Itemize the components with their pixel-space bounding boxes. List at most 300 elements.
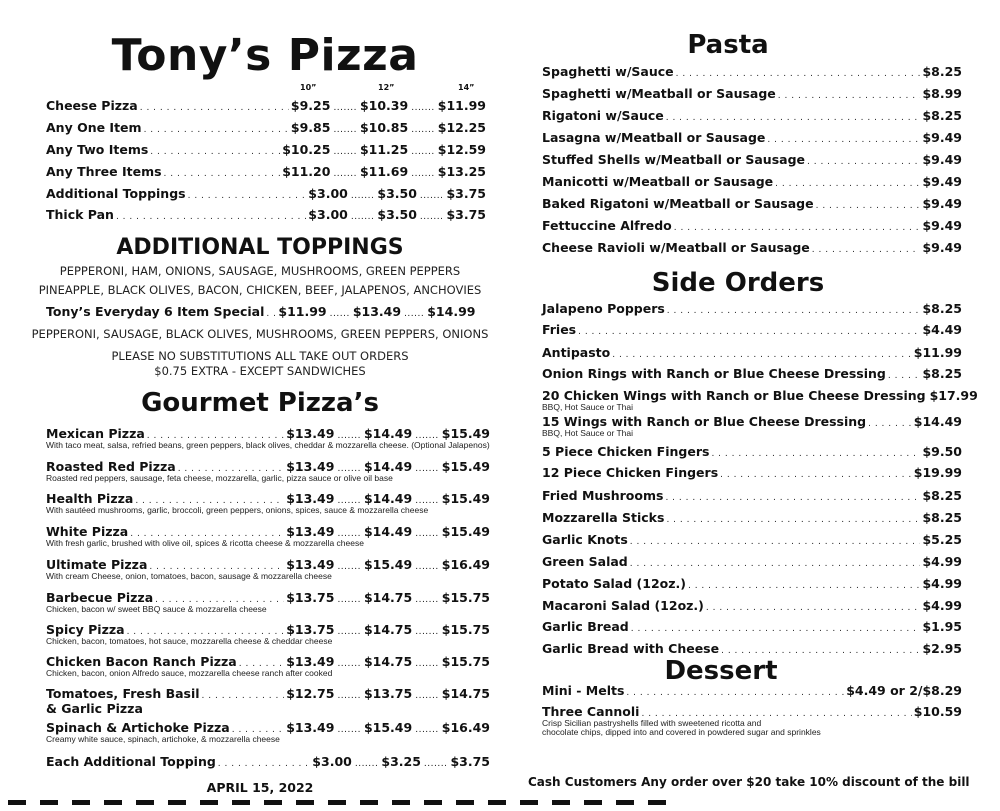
side-item-name: Fries (542, 322, 577, 337)
pasta-item-row (542, 218, 962, 233)
special-price-12: $13.49 (352, 304, 402, 319)
pasta-item-price: $8.99 (922, 86, 962, 101)
gourmet-item (46, 720, 490, 744)
side-item-name: 20 Chicken Wings with Ranch or Blue Cheese Dressing (542, 388, 926, 403)
price-12: $14.49 (363, 426, 413, 441)
gourmet-price-row (46, 720, 490, 735)
price-10: $12.75 (286, 686, 335, 701)
side-item (542, 532, 962, 547)
dot-leader (135, 491, 284, 506)
dot-leader: ....... (333, 169, 357, 179)
side-item (542, 510, 962, 525)
dot-leader (140, 98, 289, 113)
price-10: $3.00 (308, 186, 348, 201)
side-item (542, 488, 962, 503)
side-item-row (542, 619, 962, 634)
price-14: $16.49 (441, 720, 490, 735)
side-item-name: Fried Mushrooms (542, 488, 664, 503)
dot-leader: ....... (411, 147, 435, 157)
pizza-row (46, 207, 486, 222)
side-item-row (542, 488, 962, 503)
pasta-item-name: Baked Rigatoni w/Meatball or Sausage (542, 196, 814, 211)
dot-leader: ....... (415, 529, 439, 539)
side-item-row (542, 532, 962, 547)
page-edge-dashes (0, 800, 720, 808)
pasta-heading: Pasta (687, 30, 769, 60)
side-item-row (542, 598, 962, 613)
dessert-item-name: Three Cannoli (542, 704, 640, 719)
gourmet-item (46, 524, 490, 548)
side-item-name: Mozzarella Sticks (542, 510, 665, 525)
pasta-item-name: Fettuccine Alfredo (542, 218, 672, 233)
special-name: Tony’s Everyday 6 Item Special (46, 304, 265, 319)
dot-leader: ....... (415, 496, 439, 506)
side-item-row (542, 414, 962, 429)
pizza-name: Cheese Pizza (46, 98, 138, 113)
dot-leader (188, 186, 307, 201)
pasta-item-row (542, 240, 962, 255)
pizza-name: Any One Item (46, 120, 142, 135)
side-item-price: $11.99 (913, 345, 962, 360)
side-item-name: Onion Rings with Ranch or Blue Cheese Dressing (542, 366, 886, 381)
price-12: $14.49 (363, 459, 413, 474)
price-14: $14.75 (441, 686, 490, 701)
side-item-price: $19.99 (913, 465, 962, 480)
gourmet-price-row (46, 557, 490, 572)
dot-leader (868, 414, 912, 429)
price-10: $13.75 (286, 622, 335, 637)
dot-leader: ....... (423, 759, 448, 769)
notice-line-2: $0.75 EXTRA - EXCEPT SANDWICHES (154, 364, 366, 378)
side-item (542, 576, 962, 591)
dot-leader: ....... (415, 659, 439, 669)
price-10: $13.49 (286, 557, 335, 572)
price-14: $3.75 (446, 207, 486, 222)
pasta-item-price: $9.49 (922, 240, 962, 255)
side-item-price: $2.95 (922, 641, 962, 656)
dot-leader: ....... (415, 691, 439, 701)
special-row (46, 304, 486, 319)
price-14: $15.75 (441, 622, 490, 637)
restaurant-title: Tony’s Pizza (111, 30, 419, 81)
dot-leader (767, 130, 920, 145)
pasta-item (542, 174, 962, 189)
dot-leader (630, 554, 921, 569)
side-item-row (542, 641, 962, 656)
gourmet-price-row (46, 491, 490, 506)
side-item-price: $8.25 (922, 301, 962, 316)
dot-leader (676, 64, 921, 79)
side-item-name: 15 Wings with Ranch or Blue Cheese Dressing (542, 414, 867, 429)
dot-leader (127, 622, 285, 637)
pasta-item-row (542, 108, 962, 123)
toppings-heading: ADDITIONAL TOPPINGS (116, 235, 404, 260)
price-10: $9.25 (290, 98, 331, 113)
gourmet-description: With cream Cheese, onion, tomatoes, bacon, sausage & mozzarella cheese (46, 571, 332, 581)
price-10: $13.49 (286, 426, 335, 441)
pasta-item-row (542, 86, 962, 101)
side-item (542, 641, 962, 656)
side-item-row (542, 465, 962, 480)
side-item-row (542, 322, 962, 337)
size-header-14: 14” (458, 83, 475, 92)
gourmet-name: Mexican Pizza (46, 426, 145, 441)
pizza-name: Any Three Items (46, 164, 162, 179)
gourmet-item (46, 459, 490, 483)
dot-leader (721, 641, 920, 656)
gourmet-item (46, 426, 490, 450)
dot-leader (631, 619, 921, 634)
price-14: $12.25 (437, 120, 486, 135)
pasta-item-price: $9.49 (922, 174, 962, 189)
dot-leader: ....... (415, 595, 439, 605)
side-item-row (542, 510, 962, 525)
price-12: $3.50 (377, 186, 417, 201)
gourmet-price-row (46, 590, 490, 605)
dot-leader (150, 142, 280, 157)
dot-leader: ....... (337, 627, 361, 637)
gourmet-item (46, 622, 490, 646)
side-item-name: Macaroni Salad (12oz.) (542, 598, 704, 613)
gourmet-description: With taco meat, salsa, refried beans, green peppers, black olives, cheddar & mozzarella cheese. (Optional Jalapenos) (46, 440, 490, 450)
side-item-row (542, 444, 962, 459)
price-14: $15.49 (441, 426, 490, 441)
pasta-item (542, 108, 962, 123)
dot-leader (641, 704, 911, 719)
price-14: $12.59 (437, 142, 486, 157)
side-item-price: $1.95 (922, 619, 962, 634)
gourmet-name: White Pizza (46, 524, 129, 539)
gourmet-item (46, 754, 490, 769)
price-12: $15.49 (363, 720, 413, 735)
gourmet-description: Chicken, bacon, onion Alfredo sauce, mozzarella cheese ranch after cooked (46, 668, 333, 678)
dot-leader (239, 654, 284, 669)
dot-leader (626, 683, 844, 698)
side-item (542, 465, 962, 480)
dot-leader (147, 426, 284, 441)
gourmet-description: Roasted red peppers, sausage, feta cheese, mozzarella, garlic, pizza sauce or olive oil base (46, 473, 393, 483)
gourmet-description: Chicken, bacon, tomatoes, hot sauce, mozzarella cheese & cheddar cheese (46, 636, 333, 646)
dot-leader (266, 304, 276, 319)
dot-leader: ....... (354, 759, 379, 769)
dot-leader (711, 444, 920, 459)
price-12: $14.75 (363, 622, 413, 637)
side-item-name: Green Salad (542, 554, 628, 569)
right-column (528, 0, 978, 811)
dot-leader: ...... (329, 309, 350, 319)
side-item-name: 12 Piece Chicken Fingers (542, 465, 719, 480)
price-10: $13.49 (286, 491, 335, 506)
dot-leader (155, 590, 284, 605)
gourmet-item (46, 686, 490, 716)
pasta-item (542, 152, 962, 167)
dot-leader (232, 720, 284, 735)
side-item-name: Garlic Bread with Cheese (542, 641, 720, 656)
price-12: $15.49 (363, 557, 413, 572)
pasta-item-name: Spaghetti w/Meatball or Sausage (542, 86, 776, 101)
dot-leader (812, 240, 921, 255)
pasta-item-price: $9.49 (922, 152, 962, 167)
dot-leader: ....... (415, 562, 439, 572)
dot-leader: ....... (415, 725, 439, 735)
gourmet-name: Barbecue Pizza (46, 590, 154, 605)
dot-leader: ....... (337, 431, 361, 441)
side-orders-heading: Side Orders (651, 268, 825, 298)
dessert-item (542, 683, 962, 698)
dot-leader: ....... (337, 562, 361, 572)
side-item (542, 554, 962, 569)
side-item-price: $17.99 (929, 388, 978, 403)
dot-leader: ....... (337, 529, 361, 539)
pasta-item (542, 130, 962, 145)
special-description: PEPPERONI, SAUSAGE, BLACK OLIVES, MUSHROOMS, GREEN PEPPERS, ONIONS (31, 327, 489, 341)
side-item (542, 598, 962, 613)
price-10: $13.75 (286, 590, 335, 605)
gourmet-name: Health Pizza (46, 491, 134, 506)
price-12: $14.49 (363, 524, 413, 539)
dot-leader (612, 345, 912, 360)
price-10: $13.49 (286, 524, 335, 539)
price-14: $11.99 (437, 98, 486, 113)
price-12: $14.75 (363, 590, 413, 605)
dot-leader (706, 598, 921, 613)
side-item-price: $4.49 (922, 322, 962, 337)
gourmet-price-row (46, 622, 490, 637)
pasta-item-row (542, 64, 962, 79)
gourmet-price-row (46, 654, 490, 669)
side-item-row (542, 576, 962, 591)
side-item-price: $14.49 (913, 414, 962, 429)
price-14: $3.75 (446, 186, 486, 201)
dessert-item-description-line-2: chocolate chips, dipped into and covered in powdered sugar and sprinkles (542, 727, 821, 737)
price-12: $14.49 (363, 491, 413, 506)
side-item-row (542, 388, 978, 403)
pizza-name: Thick Pan (46, 207, 114, 222)
gourmet-name: Ultimate Pizza (46, 557, 148, 572)
side-item-name: Potato Salad (12oz.) (542, 576, 686, 591)
pasta-item-row (542, 130, 962, 145)
dot-leader: ....... (350, 191, 375, 201)
gourmet-name: Tomatoes, Fresh Basil (46, 686, 200, 701)
price-12: $3.50 (377, 207, 417, 222)
dot-leader (667, 301, 921, 316)
gourmet-item (46, 654, 490, 678)
pasta-item (542, 64, 962, 79)
dot-leader: ....... (411, 169, 435, 179)
dot-leader: ....... (333, 103, 357, 113)
gourmet-price-row (46, 459, 490, 474)
side-item-row (542, 345, 962, 360)
dot-leader (674, 218, 921, 233)
size-header-12: 12” (378, 83, 395, 92)
pasta-item-name: Cheese Ravioli w/Meatball or Sausage (542, 240, 810, 255)
price-12: $10.39 (359, 98, 409, 113)
gourmet-description: Chicken, bacon w/ sweet BBQ sauce & mozzarella cheese (46, 604, 267, 614)
side-item-price: $4.99 (922, 576, 962, 591)
side-item-price: $9.50 (922, 444, 962, 459)
dot-leader: ....... (333, 147, 357, 157)
dot-leader (720, 465, 912, 480)
left-column (30, 0, 500, 811)
gourmet-item (46, 557, 490, 581)
side-item-name: 5 Piece Chicken Fingers (542, 444, 710, 459)
dot-leader (178, 459, 285, 474)
dot-leader (578, 322, 920, 337)
dot-leader (775, 174, 920, 189)
side-item (542, 322, 962, 337)
toppings-line-2: PINEAPPLE, BLACK OLIVES, BACON, CHICKEN, BEEF, JALAPENOS, ANCHOVIES (38, 283, 482, 297)
pasta-item-name: Manicotti w/Meatball or Sausage (542, 174, 774, 189)
toppings-line-1: PEPPERONI, HAM, ONIONS, SAUSAGE, MUSHROOMS, GREEN PEPPERS (59, 264, 461, 278)
gourmet-name: Spicy Pizza (46, 622, 125, 637)
price-14: $15.49 (441, 524, 490, 539)
pizza-name: Any Two Items (46, 142, 149, 157)
price-14: $13.25 (437, 164, 486, 179)
side-item-description: BBQ, Hot Sauce or Thai (542, 428, 634, 438)
dot-leader (666, 108, 921, 123)
side-item-price: $8.25 (922, 510, 962, 525)
price-12: $11.69 (359, 164, 409, 179)
dot-leader: ...... (404, 309, 425, 319)
gourmet-name: Spinach & Artichoke Pizza (46, 720, 230, 735)
dot-leader: ....... (337, 659, 361, 669)
pizza-row (46, 164, 486, 179)
dot-leader (144, 120, 289, 135)
pasta-item-row (542, 152, 962, 167)
side-item-price: $8.25 (922, 488, 962, 503)
dot-leader (807, 152, 920, 167)
dot-leader: ....... (415, 627, 439, 637)
price-10: $10.25 (282, 142, 331, 157)
pasta-item-row (542, 174, 962, 189)
pizza-row (46, 186, 486, 201)
cash-discount-notice: Cash Customers Any order over $20 take 10% discount of the bill (528, 775, 970, 789)
pizza-row (46, 98, 486, 113)
side-item-description: BBQ, Hot Sauce or Thai (542, 402, 634, 412)
pizza-name: Additional Toppings (46, 186, 186, 201)
side-item-name: Antipasto (542, 345, 611, 360)
dot-leader: ....... (419, 212, 444, 222)
side-item-name: Garlic Knots (542, 532, 628, 547)
pasta-item-price: $8.25 (922, 108, 962, 123)
dot-leader (630, 532, 921, 547)
gourmet-item (46, 590, 490, 614)
side-item-row (542, 301, 962, 316)
gourmet-name: Roasted Red Pizza (46, 459, 176, 474)
dot-leader: ....... (415, 464, 439, 474)
gourmet-name: Each Additional Topping (46, 754, 216, 769)
gourmet-description: Creamy white sauce, spinach, artichoke, & mozzarella cheese (46, 734, 280, 744)
dot-leader: ....... (337, 595, 361, 605)
size-header-10: 10” (300, 83, 317, 92)
pasta-item-name: Rigatoni w/Sauce (542, 108, 664, 123)
dot-leader (816, 196, 921, 211)
side-item-row (542, 554, 962, 569)
side-item (542, 414, 962, 438)
gourmet-price-row (46, 524, 490, 539)
special-price-10: $11.99 (278, 304, 327, 319)
pasta-item-price: $9.49 (922, 196, 962, 211)
price-10: $13.49 (286, 720, 335, 735)
dot-leader: ....... (419, 191, 444, 201)
price-12: $10.85 (359, 120, 409, 135)
gourmet-name-continued: & Garlic Pizza (46, 701, 143, 716)
pasta-item-name: Lasagna w/Meatball or Sausage (542, 130, 766, 145)
side-item (542, 444, 962, 459)
price-10: $11.20 (282, 164, 331, 179)
dot-leader (688, 576, 920, 591)
price-14: $15.49 (441, 459, 490, 474)
dessert-item-price: $10.59 (913, 704, 962, 719)
dot-leader: ....... (415, 431, 439, 441)
gourmet-price-row (46, 426, 490, 441)
dessert-item-row (542, 704, 962, 719)
gourmet-price-row (46, 754, 490, 769)
gourmet-description: With sautéed mushrooms, garlic, broccoli, green peppers, onions, spices, sauce & mozzarella cheese (46, 505, 429, 515)
dot-leader: ....... (337, 725, 361, 735)
dot-leader: ....... (337, 464, 361, 474)
price-10: $3.00 (308, 207, 348, 222)
dot-leader (666, 510, 920, 525)
dessert-item-name: Mini - Melts (542, 683, 625, 698)
gourmet-item (46, 491, 490, 515)
pasta-item (542, 218, 962, 233)
side-item (542, 345, 962, 360)
pasta-item (542, 240, 962, 255)
pasta-item-price: $9.49 (922, 218, 962, 233)
dot-leader: ....... (337, 496, 361, 506)
dessert-item-row (542, 683, 962, 698)
dessert-item (542, 704, 962, 737)
price-12: $3.25 (381, 754, 421, 769)
price-12: $14.75 (363, 654, 413, 669)
dot-leader: ....... (411, 103, 435, 113)
dot-leader (778, 86, 921, 101)
pasta-item-name: Stuffed Shells w/Meatball or Sausage (542, 152, 806, 167)
dot-leader (164, 164, 281, 179)
price-14: $15.75 (441, 590, 490, 605)
pasta-item-price: $8.25 (922, 64, 962, 79)
pasta-item-name: Spaghetti w/Sauce (542, 64, 674, 79)
dessert-heading: Dessert (664, 656, 778, 686)
price-10: $13.49 (286, 459, 335, 474)
gourmet-description: With fresh garlic, brushed with olive oil, spices & ricotta cheese & mozzarella cheese (46, 538, 364, 548)
side-item-price: $5.25 (922, 532, 962, 547)
side-item (542, 366, 962, 381)
side-item (542, 388, 978, 412)
dot-leader (116, 207, 306, 222)
notice-line-1: PLEASE NO SUBSTITUTIONS ALL TAKE OUT ORDERS (111, 349, 409, 363)
dot-leader: ....... (337, 691, 361, 701)
side-item-row (542, 366, 962, 381)
dot-leader: ....... (411, 125, 435, 135)
dot-leader (202, 686, 285, 701)
dessert-item-price: $4.49 or 2/$8.29 (846, 683, 962, 698)
special-price-14: $14.99 (427, 304, 476, 319)
dot-leader: ....... (333, 125, 357, 135)
dot-leader: ....... (350, 212, 375, 222)
price-12: $11.25 (359, 142, 409, 157)
price-14: $15.75 (441, 654, 490, 669)
price-10: $9.85 (290, 120, 331, 135)
pasta-item-row (542, 196, 962, 211)
side-item-price: $4.99 (922, 554, 962, 569)
side-item-name: Jalapeno Poppers (542, 301, 665, 316)
pasta-item (542, 86, 962, 101)
side-item-price: $4.99 (922, 598, 962, 613)
dessert-item-description: Crisp Sicilian pastryshells filled with sweetened ricotta and (542, 718, 762, 728)
price-12: $13.75 (363, 686, 413, 701)
